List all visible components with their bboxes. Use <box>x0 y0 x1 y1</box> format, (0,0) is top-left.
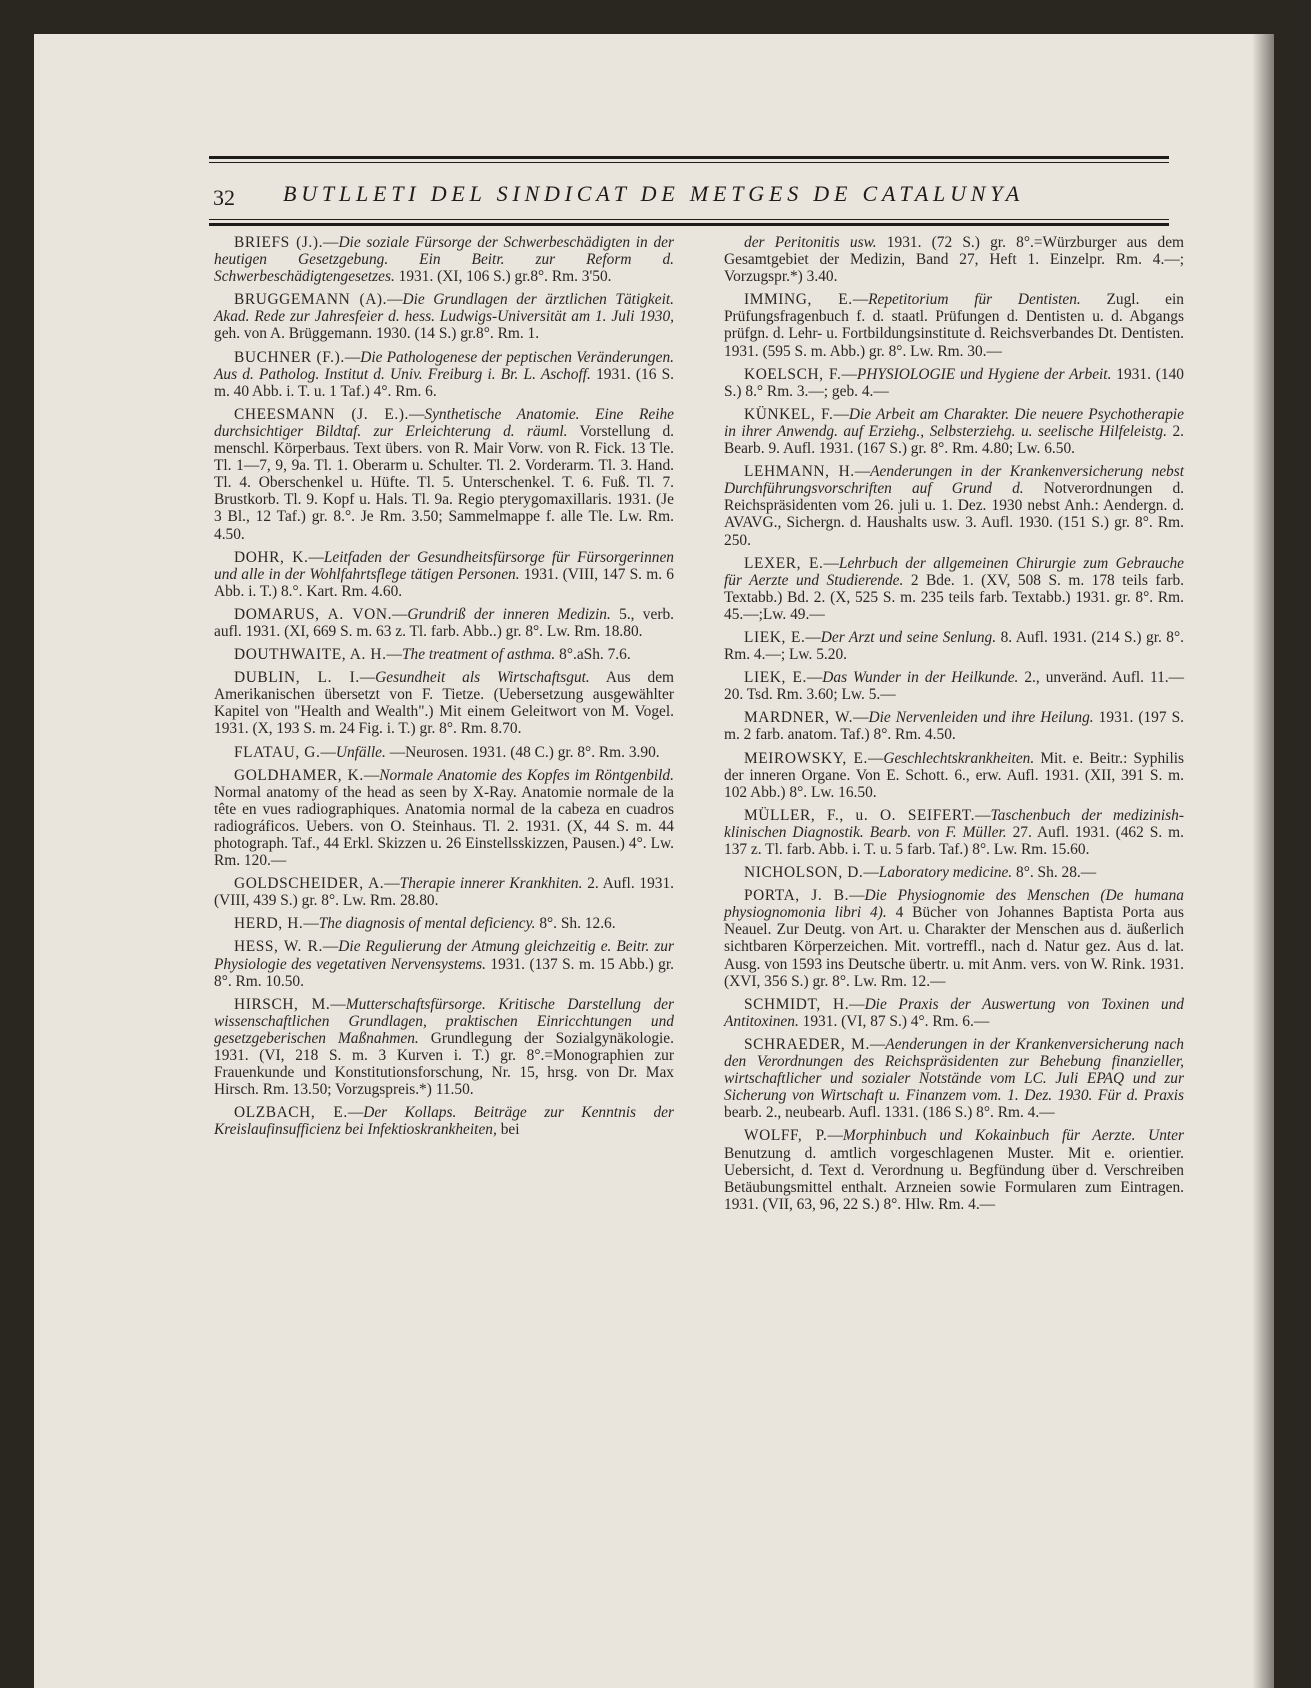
running-header <box>209 181 1169 215</box>
header-rule-bottom-thin <box>209 219 1169 220</box>
entry-separator: — <box>827 1127 843 1145</box>
entry-author: LEHMANN, H. <box>744 463 855 481</box>
entry-title: Das Wunder in der Heilkunde. <box>822 669 1019 687</box>
entry-title: Die Praxis der Auswertung von Toxinen und Antitoxinen. <box>724 995 1184 1030</box>
entry-separator: — <box>863 864 879 882</box>
entry-details: 8°.aSh. 7.6. <box>559 646 631 664</box>
entry-details: 5., verb. aufl. 1931. (XI, 669 S. m. 63 z. Tl. farb. Abb..) gr. 8°. Lw. Rm. 18.80. <box>214 605 674 640</box>
entry-author: GOLDHAMER, K. <box>234 766 364 784</box>
bibliography-entry <box>724 406 1184 457</box>
entry-title: Repetitorium für Dentisten. <box>868 291 1081 309</box>
bibliography-entry <box>214 234 674 285</box>
entry-separator: — <box>867 749 884 767</box>
entry-details: bei <box>500 1121 520 1139</box>
entry-details: 1931. (140 S.) 8.° Rm. 3.—; geb. 4.— <box>724 365 1184 400</box>
entry-title: Der Arzt und seine Senlung. <box>820 628 997 646</box>
entry-separator: — <box>347 1104 364 1122</box>
entry-separator: — <box>320 743 336 761</box>
entry-separator: — <box>841 365 857 383</box>
bibliography-entry <box>214 1104 674 1138</box>
entry-details: 1931. (VI, 87 S.) 4°. Rm. 6.— <box>802 1012 990 1030</box>
bibliography-entry <box>214 291 674 342</box>
entry-details: Mit. e. Beitr.: Syphilis der inneren Organe. Von E. Schott. 6., erw. Aufl. 1931. (XII, 391 S. m. 102 Abb.) 8°. Lw. 16.50. <box>724 749 1184 801</box>
header-rule-bottom <box>209 223 1169 226</box>
bibliography-entry <box>214 744 674 761</box>
right-column <box>724 234 1184 1219</box>
entry-details: Aus dem Amerikanischen übersetzt von F. Tietze. (Uebersetzung ausgewählter Kapitel von "Health and Wealth".) Mit einem Geleitwort von M. Vogel. 1931. (X, 193 S. m. 24 Fig. i. T.) gr. 8°. Rm. 8.70. <box>214 669 675 738</box>
entry-title: Leitfaden der Gesundheitsfürsorge für Fürsorgerinnen und alle in der Wohlfahrtsflege tätigen Personen. <box>214 548 674 583</box>
left-column <box>214 234 674 1145</box>
entry-title: PHYSIOLOGIE und Hygiene der Arbeit. <box>856 365 1112 383</box>
entry-author: OLZBACH, E. <box>234 1104 348 1122</box>
entry-title: Normale Anatomie des Kopfes im Röntgenbild. <box>379 766 674 784</box>
entry-details: Normal anatomy of the head as seen by X-Ray. Anatomie normale de la tête en vues radiographiques. Anatomia normal de la cabeza en cuadros radiográficos. Uebers. von O. Steinhaus. Tl. 2. 1931. (X, 44 S. m. 44 photograph. Taf., 44 Erkl. Skizzen u. 26 Einstellsskizzen, Pausen.) 4°. Lw. Rm. 120.— <box>214 783 674 870</box>
entry-title: Die Pathologenese der peptischen Veränderungen. Aus d. Patholog. Institut d. Univ. Freiburg i. Br. L. Aschoff. <box>214 348 674 383</box>
entry-separator: — <box>303 915 319 933</box>
entry-details: 1931. (XI, 106 S.) gr.8°. Rm. 3'50. <box>398 268 612 286</box>
entry-separator: — <box>384 875 400 893</box>
entry-details: Vorstellung d. menschl. Körperbaus. Text übers. von R. Mair Vorw. von R. Fick. 13 Tle. Tl. 1—7, 9, 9a. Tl. 1. Oberarm u. Schulter. Tl. 2. Vorderarm. Tl. 3. Hand. Tl. 4. Oberschenkel u. Hüfte. Tl. 5. Unterschenkel. T. 6. Fuß. Tl. 7. Brustkorb. Tl. 9. Kopf u. Hals. Tl. 9a. Regio pterygomaxillaris. 1931. (Je 3 Bl., 12 Taf.) gr. 8.°. Je Rm. 3.50; Sammelmappe f. alle Tle. Lw. Rm. 4.50. <box>214 422 674 543</box>
entry-details: 2 Bde. 1. (XV, 508 S. m. 178 teils farb. Textabb.) Bd. 2. (X, 525 S. m. 235 teils farb. Textabb.) 1931. gr. 8°. Rm. 45.—;Lw. 49.— <box>724 571 1184 623</box>
entry-title: Therapie innerer Krankhiten. <box>399 875 583 893</box>
entry-separator: — <box>322 938 339 956</box>
bibliography-entry <box>724 366 1184 400</box>
bibliography-entry <box>724 996 1184 1030</box>
entry-separator: — <box>387 291 403 309</box>
entry-details: geh. von A. Brüggemann. 1930. (14 S.) gr.8°. Rm. 1. <box>214 325 540 343</box>
entry-separator: — <box>849 995 865 1013</box>
bibliography-entry <box>214 915 674 932</box>
bibliography-entry <box>724 463 1184 548</box>
entry-separator: — <box>409 405 425 423</box>
bibliography-entry <box>724 1036 1184 1121</box>
bibliography-entry <box>724 629 1184 663</box>
entry-author: BRUGGEMANN (A). <box>234 291 388 309</box>
entry-title: Die Regulierung der Atmung gleichzeitig e. Beitr. zur Physiologie des vegetativen Nervensystems. <box>214 938 674 973</box>
entry-details: Grundlegung der Sozialgynäkologie. 1931. (VI, 218 S. m. 3 Kurven i. T.) gr. 8°.=Monographien zur Frauenkunde und Konstitutionsforschung, Nr. 15, hrsg. von Dr. Max Hirsch. Rm. 13.50; Vorzugspreis.*) 11.50. <box>214 1029 674 1099</box>
entry-title: Taschenbuch der medizinish-klinischen Diagnostik. Bearb. von F. Müller. <box>724 806 1184 841</box>
entry-author: MARDNER, W. <box>744 709 854 727</box>
entry-separator: — <box>392 605 408 623</box>
page-number: 32 <box>213 185 235 210</box>
entry-author: IMMING, E. <box>744 291 853 309</box>
entry-separator: — <box>308 548 324 566</box>
bibliography-entry <box>724 234 1184 285</box>
entry-author: PORTA, J. B. <box>744 887 850 905</box>
entry-separator: — <box>359 669 376 687</box>
entry-separator: — <box>853 709 869 727</box>
entry-title: Geschlechtskrankheiten. <box>883 749 1035 767</box>
bibliography-entry <box>214 406 674 543</box>
bibliography-entry <box>214 349 674 400</box>
entry-author: SCHMIDT, H. <box>744 995 850 1013</box>
entry-author: DOHR, K. <box>234 548 309 566</box>
entry-author: BUCHNER (F.). <box>234 348 345 366</box>
entry-details: 1931. (16 S. m. 40 Abb. i. T. u. 1 Taf.) 4°. Rm. 6. <box>214 365 675 400</box>
entry-author: HERD, H. <box>234 915 304 933</box>
entry-separator: — <box>344 348 361 366</box>
entry-details: 2. Bearb. 9. Aufl. 1931. (167 S.) gr. 8°. Rm. 4.80; Lw. 6.50. <box>724 422 1184 458</box>
entry-title: Aenderungen in der Krankenversicherung nach den Verordnungen des Reichspräsidenten zur Behebung finanzieller, wirtschaftlicher und sozialer Notstände vom LC. Juli EPAQ und zur Sicherung von Wirtschaft u. Finanzem vom. 1. Dez. 1930. Für d. Praxis <box>724 1035 1184 1105</box>
entry-separator: — <box>806 669 823 687</box>
entry-title: Mutterschaftsfürsorge. Kritische Darstellung der wissenschaftlichen Grundlagen, praktischen Einricchtungen und gesetzgeberischen Maßnahmen. <box>214 995 674 1047</box>
entry-title: Der Kollaps. Beiträge zur Kenntnis der Kreislaufinsufficienz bei Infektioskrankheiten, <box>214 1104 674 1139</box>
bibliography-entry <box>214 767 674 870</box>
entry-details: 4 Bücher von Johannes Baptista Porta aus Neauel. Zur Deutg. von Art. u. Charakter der Menschen aus d. äußerlich sichtbaren Körperzeichen. Mit. vortreffl., nach d. Natur gez. Aus d. lat. Ausg. von 1593 ins Deutsche übertr. u. mit Anm. vers. von W. Rink. 1931. (XVI, 356 S.) gr. 8°. Lw. Rm. 12.— <box>724 904 1184 990</box>
entry-separator: — <box>852 291 869 309</box>
entry-details: —Neurosen. 1931. (48 C.) gr. 8°. Rm. 3.90. <box>389 743 660 761</box>
bibliography-entry <box>724 555 1184 623</box>
entry-separator: — <box>330 995 346 1013</box>
bibliography-entry <box>214 549 674 600</box>
bibliography-entry <box>214 938 674 989</box>
entry-separator: — <box>323 234 339 251</box>
entry-author: KOELSCH, F. <box>744 365 842 383</box>
bibliography-entry <box>724 750 1184 801</box>
entry-details: bearb. 2., neubearb. Aufl. 1331. (186 S.) 8°. Rm. 4.— <box>724 1104 1055 1122</box>
entry-title: Die Nervenleiden und ihre Heilung. <box>868 709 1094 727</box>
entry-separator: — <box>975 806 991 824</box>
entry-author: FLATAU, G. <box>234 743 321 761</box>
entry-author: BRIEFS (J.). <box>234 234 324 251</box>
bibliography-entry <box>724 807 1184 858</box>
bibliography-entry <box>214 646 674 663</box>
entry-author: HESS, W. R. <box>234 938 323 956</box>
document-page <box>34 34 1274 1688</box>
entry-title: Die Physiognomie des Menschen (De humana physiognomonia libri 4). <box>724 887 1184 922</box>
entry-title: Die Arbeit am Charakter. Die neuere Psychotherapie in ihrer Anwendg. auf Erziehg., Selbsterziehg. u. seelische Hilfeleistg. <box>724 405 1184 440</box>
entry-author: GOLDSCHEIDER, A. <box>234 875 385 893</box>
bibliography-entry <box>214 996 674 1099</box>
entry-author: MÜLLER, F., u. O. SEIFERT. <box>744 806 976 824</box>
entry-title: Unfälle. <box>335 743 386 761</box>
entry-separator: — <box>823 554 839 572</box>
entry-details: 1931. (197 S. m. 2 farb. anatom. Taf.) 8°. Rm. 4.50. <box>724 709 1184 744</box>
entry-title: Lehrbuch der allgemeinen Chirurgie zum Gebrauche für Aerzte und Studierende. <box>724 554 1184 589</box>
entry-title: Grundriß der inneren Medizin. <box>407 605 611 623</box>
journal-title: BUTLLETI DEL SINDICAT DE METGES DE CATALUNYA <box>283 181 1024 206</box>
entry-author: CHEESMANN (J. E.). <box>234 405 410 423</box>
entry-details: 8. Aufl. 1931. (214 S.) gr. 8°. Rm. 4.—; Lw. 5.20. <box>724 628 1184 664</box>
entry-author: KÜNKEL, F. <box>744 405 834 423</box>
entry-author: WOLFF, P. <box>744 1127 828 1145</box>
entry-author: DOMARUS, A. VON. <box>234 605 393 623</box>
entry-title: Synthetische Anatomie. Eine Reihe durchsichtiger Bildtaf. zur Erleichterung d. räuml. <box>214 405 674 440</box>
entry-details: Zugl. ein Prüfungsfragenbuch f. d. staatl. Prüfungen d. Dentisten u. d. Abgangs prüfgn. d. Lehr- u. Fortbildungsinstitute d. Reichsverbandes Dt. Dentisten. 1931. (595 S. m. Abb.) gr. 8°. Lw. Rm. 30.— <box>724 291 1184 360</box>
entry-author: LIEK, E. <box>744 628 806 646</box>
bibliography-entry <box>724 669 1184 703</box>
entry-details: 2. Aufl. 1931. (VIII, 439 S.) gr. 8°. Lw. Rm. 28.80. <box>214 875 674 910</box>
entry-author: NICHOLSON, D. <box>744 864 864 882</box>
entry-separator: — <box>805 628 821 646</box>
bibliography-entry <box>214 875 674 909</box>
entry-details: 27. Aufl. 1931. (462 S. m. 137 z. Tl. farb. Abb. i. T. u. 5 farb. Taf.) 8°. Lw. Rm. 15.60. <box>724 823 1184 858</box>
bibliography-entry <box>724 864 1184 881</box>
entry-separator: — <box>854 463 871 481</box>
bibliography-entry <box>724 1127 1184 1212</box>
entry-author: DUBLIN, L. I. <box>234 669 360 687</box>
entry-separator: — <box>849 887 865 905</box>
entry-author: LIEK, E. <box>744 669 807 687</box>
entry-details: Notverordnungen d. Reichspräsidenten vom 26. juli u. 1. Dez. 1930 nebst Anh.: Aendergn. d. AVAVG., Sichergn. d. Haushalts usw. 3. Aufl. 1930. (151 S.) gr. 8°. Rm. 250. <box>724 480 1184 549</box>
header-rule-top <box>209 156 1169 159</box>
entry-title: The diagnosis of mental deficiency. <box>318 915 536 933</box>
entry-author: MEIROWSKY, E. <box>744 749 868 767</box>
entry-details: 8°. Sh. 12.6. <box>539 915 616 933</box>
entry-title: Die soziale Fürsorge der Schwerbeschädigten in der heutigen Gesetzgebung. Ein Beitr. zur Reform d. Schwerbeschädigtengesetzes. <box>214 234 674 286</box>
bibliography-entry <box>724 887 1184 990</box>
entry-details: 1931. (VIII, 147 S. m. 6 Abb. i. T.) 8.°. Kart. Rm. 4.60. <box>214 565 674 600</box>
entry-title: Morphinbuch und Kokainbuch für Aerzte. Unter <box>842 1127 1184 1145</box>
entry-author: HIRSCH, M. <box>234 995 331 1013</box>
entry-title: The treatment of asthma. <box>401 646 556 664</box>
entry-separator: — <box>386 646 402 664</box>
entry-separator: — <box>833 405 849 423</box>
entry-author: LEXER, E. <box>744 554 824 572</box>
bibliography-entry <box>214 606 674 640</box>
entry-details: Benutzung d. amtlich vorgeschlagenen Muster. Mit e. orientier. Uebersicht, d. Text d. Verordnung u. Begfündung über d. Verschreiben Betäubungsmittel enthalt. Arzneien sowie Formularen zum Eintragen. 1931. (VII, 63, 96, 22 S.) 8°. Hlw. Rm. 4.— <box>724 1144 1184 1213</box>
bibliography-entry <box>724 709 1184 743</box>
entry-separator: — <box>869 1035 886 1053</box>
entry-separator: — <box>363 766 380 784</box>
entry-title: Laboratory medicine. <box>878 864 1013 882</box>
entry-title: Gesundheit als Wirtschaftsgut. <box>375 669 590 687</box>
bibliography-entry <box>214 669 674 737</box>
entry-details: 1931. (137 S. m. 15 Abb.) gr. 8°. Rm. 10.50. <box>214 955 674 990</box>
entry-details: 2., unveränd. Aufl. 11.—20. Tsd. Rm. 3.60; Lw. 5.— <box>724 669 1184 704</box>
entry-details: 8°. Sh. 28.— <box>1016 864 1097 882</box>
entry-details: 1931. (72 S.) gr. 8°.=Würzburger aus dem Gesamtgebiet der Medizin, Band 27, Heft 1. Einzelpr. Rm. 4.—; Vorzugspr.*) 3.40. <box>724 234 1184 286</box>
bibliography-entry <box>724 291 1184 359</box>
entry-author: SCHRAEDER, M. <box>744 1035 870 1053</box>
entry-author: DOUTHWAITE, A. H. <box>234 646 387 664</box>
entry-title: Aenderungen in der Krankenversicherung nebst Durchführungsvorschriften auf Grund d. <box>724 463 1184 498</box>
header-rule-top-thin <box>209 162 1169 163</box>
entry-title: der Peritonitis usw. <box>744 234 877 251</box>
entry-title: Die Grundlagen der ärztlichen Tätigkeit. Akad. Rede zur Jahresfeier d. hess. Ludwigs-Universität am 1. Juli 1930, <box>214 291 674 326</box>
